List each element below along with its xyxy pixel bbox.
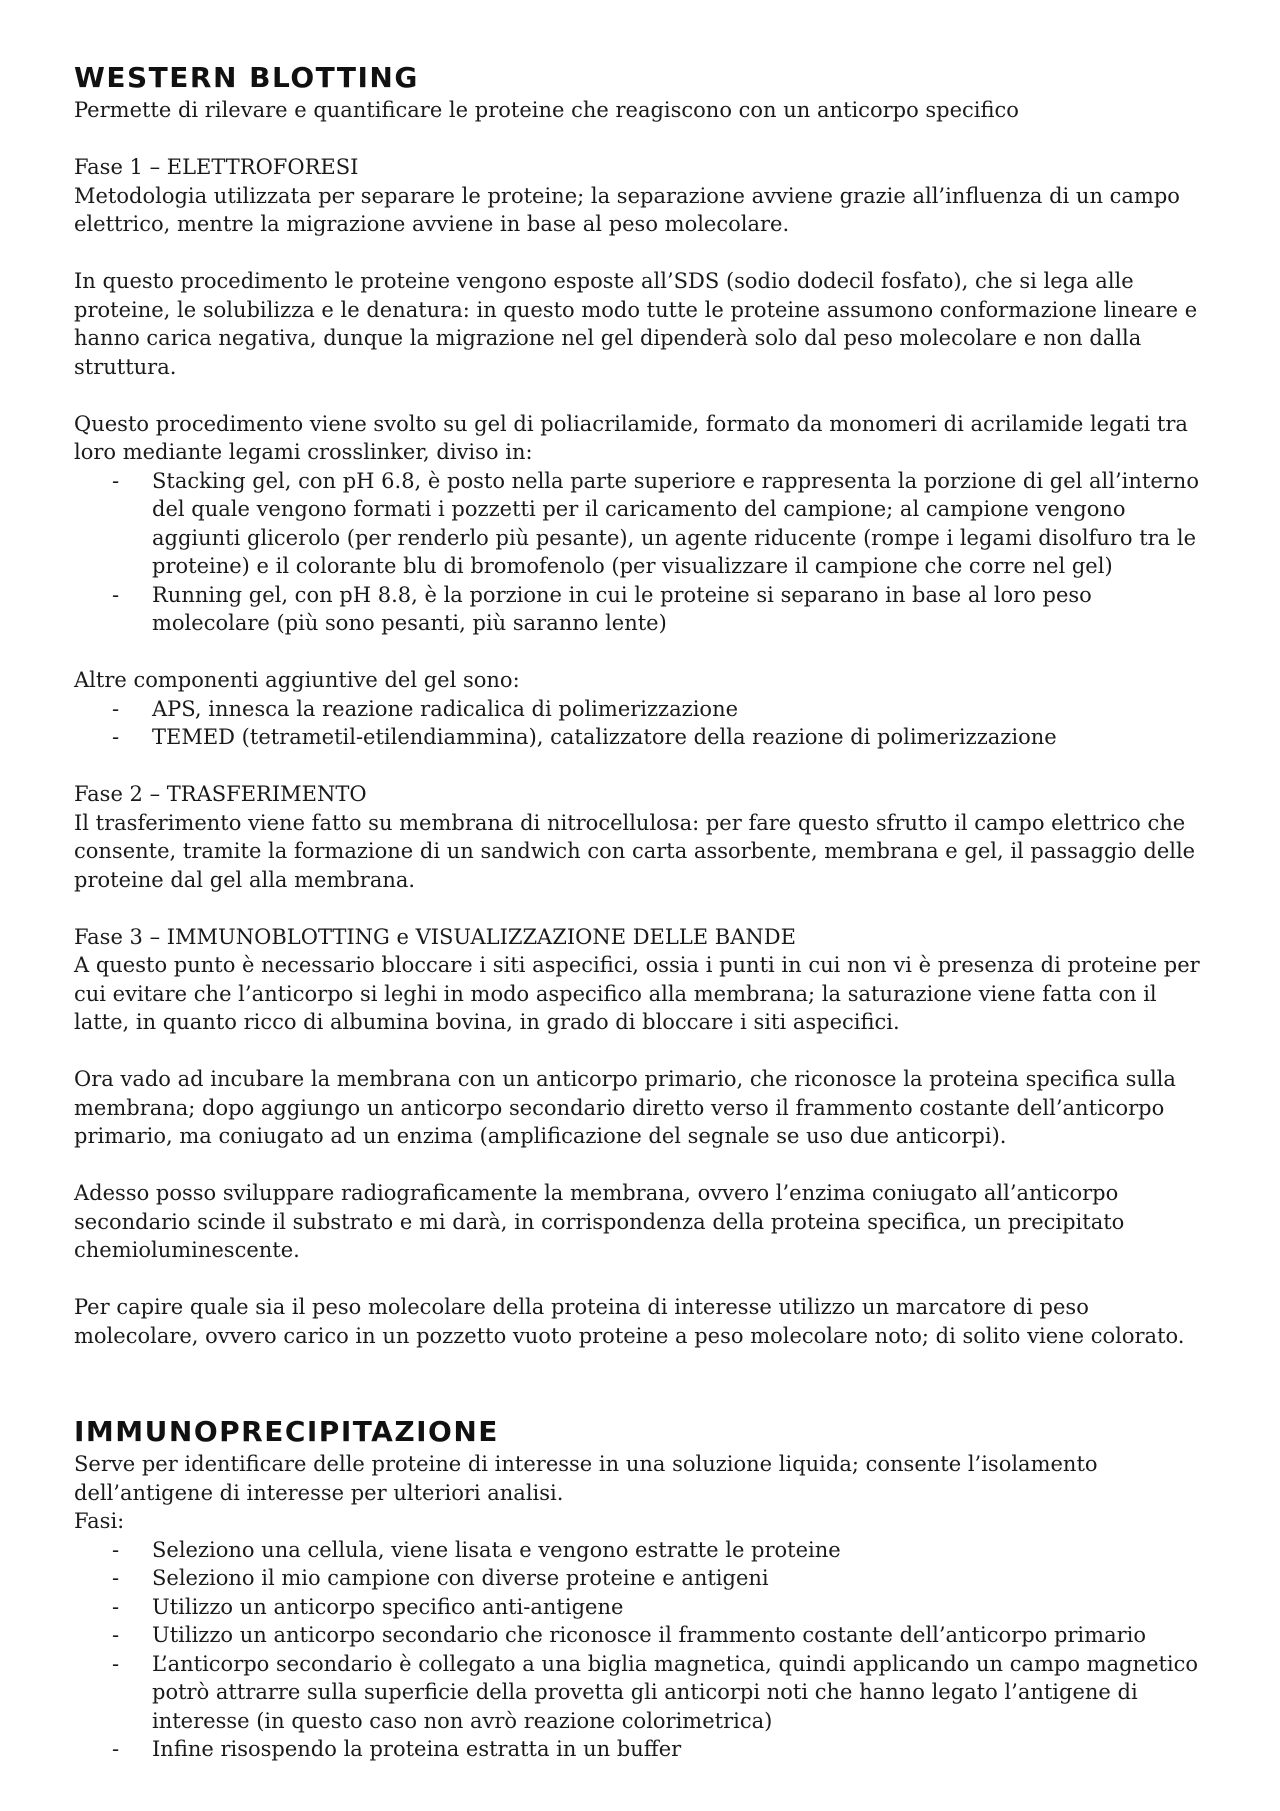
western-intro: Permette di rilevare e quantificare le proteine che reagiscono con un anticorpo specifico: [74, 98, 1019, 122]
list-item: - APS, innesca la reazione radicalica di polimerizzazione: [74, 695, 1214, 724]
list-item: - TEMED (tetrametil-etilendiammina), catalizzatore della reazione di polimerizzazione: [74, 723, 1214, 752]
list-item: - Running gel, con pH 8.8, è la porzione in cui le proteine si separano in base al loro peso molecolare (più sono pesanti, più saranno lente): [74, 581, 1214, 638]
fasi-label: Fasi:: [74, 1509, 125, 1533]
section-title-immunoprecipitazione: IMMUNOPRECIPITAZIONE: [74, 1415, 499, 1448]
fase3-paragraph-3: Adesso posso sviluppare radiograficamente la membrana, ovvero l’enzima coniugato all’anticorpo secondario scinde il substrato e mi darà, in corrispondenza della proteina specifica, un precipitato chemioluminescente.: [74, 1181, 1125, 1262]
fase1-paragraph-2: In questo procedimento le proteine vengono esposte all’SDS (sodio dodecil fosfato), che si lega alle proteine, le solubilizza e le denatura: in questo modo tutte le proteine assumono conformazione lineare e hanno carica negativa, dunque la migrazione nel gel dipenderà solo dal peso molecolare e non dalla struttura.: [74, 269, 1198, 379]
fase2-heading: Fase 2 – TRASFERIMENTO: [74, 782, 367, 806]
list-item: - Seleziono il mio campione con diverse proteine e antigeni: [74, 1564, 1214, 1593]
other-components-list: [74, 695, 1214, 752]
fase1-paragraph-1: Metodologia utilizzata per separare le proteine; la separazione avviene grazie all’influenza di un campo elettrico, mentre la migrazione avviene in base al peso molecolare.: [74, 183, 1180, 236]
list-item: - L’anticorpo secondario è collegato a una biglia magnetica, quindi applicando un campo magnetico potrò attrarre sulla superficie della provetta gli anticorpi noti che hanno legato l’antigene di interesse (in questo caso non avrò reazione colorimetrica): [74, 1650, 1214, 1736]
document-page: [74, 60, 1214, 1764]
section-title-western-blotting: WESTERN BLOTTING: [74, 61, 419, 94]
fase1-paragraph-3: Questo procedimento viene svolto su gel di poliacrilamide, formato da monomeri di acrilamide legati tra loro mediante legami crosslinker, diviso in:: [74, 411, 1188, 464]
fase3-paragraph-1: A questo punto è necessario bloccare i siti aspecifici, ossia i punti in cui non vi è presenza di proteine per cui evitare che l’anticorpo si leghi in modo aspecifico alla membrana; la saturazione viene fatta con il latte, in quanto ricco di albumina bovina, in grado di bloccare i siti aspecifici.: [74, 953, 1200, 1034]
list-item: - Infine risospendo la proteina estratta in un buffer: [74, 1735, 1214, 1764]
fase1-heading: Fase 1 – ELETTROFORESI: [74, 155, 359, 179]
fase3-paragraph-4: Per capire quale sia il peso molecolare della proteina di interesse utilizzo un marcatore di peso molecolare, ovvero carico in un pozzetto vuoto proteine a peso molecolare noto; di solito viene colorato.: [74, 1295, 1185, 1348]
list-item: - Seleziono una cellula, viene lisata e vengono estratte le proteine: [74, 1536, 1214, 1565]
list-item: - Utilizzo un anticorpo specifico anti-antigene: [74, 1593, 1214, 1622]
immuno-intro: Serve per identificare delle proteine di interesse in una soluzione liquida; consente l’isolamento dell’antigene di interesse per ulteriori analisi.: [74, 1452, 1098, 1505]
gel-list: [74, 467, 1214, 638]
list-item: - Stacking gel, con pH 6.8, è posto nella parte superiore e rappresenta la porzione di gel all’interno del quale vengono formati i pozzetti per il caricamento del campione; al campione vengono aggiunti glicerolo (per renderlo più pesante), un agente riducente (rompe i legami disolfuro tra le proteine) e il colorante blu di bromofenolo (per visualizzare il campione che corre nel gel): [74, 467, 1214, 581]
fase3-heading: Fase 3 – IMMUNOBLOTTING e VISUALIZZAZIONE DELLE BANDE: [74, 924, 796, 949]
list-item: - Utilizzo un anticorpo secondario che riconosce il frammento costante dell’anticorpo primario: [74, 1621, 1214, 1650]
immuno-steps-list: [74, 1536, 1214, 1764]
fase2-paragraph-1: Il trasferimento viene fatto su membrana di nitrocellulosa: per fare questo sfrutto il campo elettrico che consente, tramite la formazione di un sandwich con carta assorbente, membrana e gel, il passaggio delle proteine dal gel alla membrana.: [74, 810, 1196, 892]
other-components-intro: Altre componenti aggiuntive del gel sono:: [74, 668, 520, 692]
fase3-paragraph-2: Ora vado ad incubare la membrana con un anticorpo primario, che riconosce la proteina specifica sulla membrana; dopo aggiungo un anticorpo secondario diretto verso il frammento costante dell’anticorpo primario, ma coniugato ad un enzima (amplificazione del segnale se uso due anticorpi).: [74, 1067, 1176, 1148]
